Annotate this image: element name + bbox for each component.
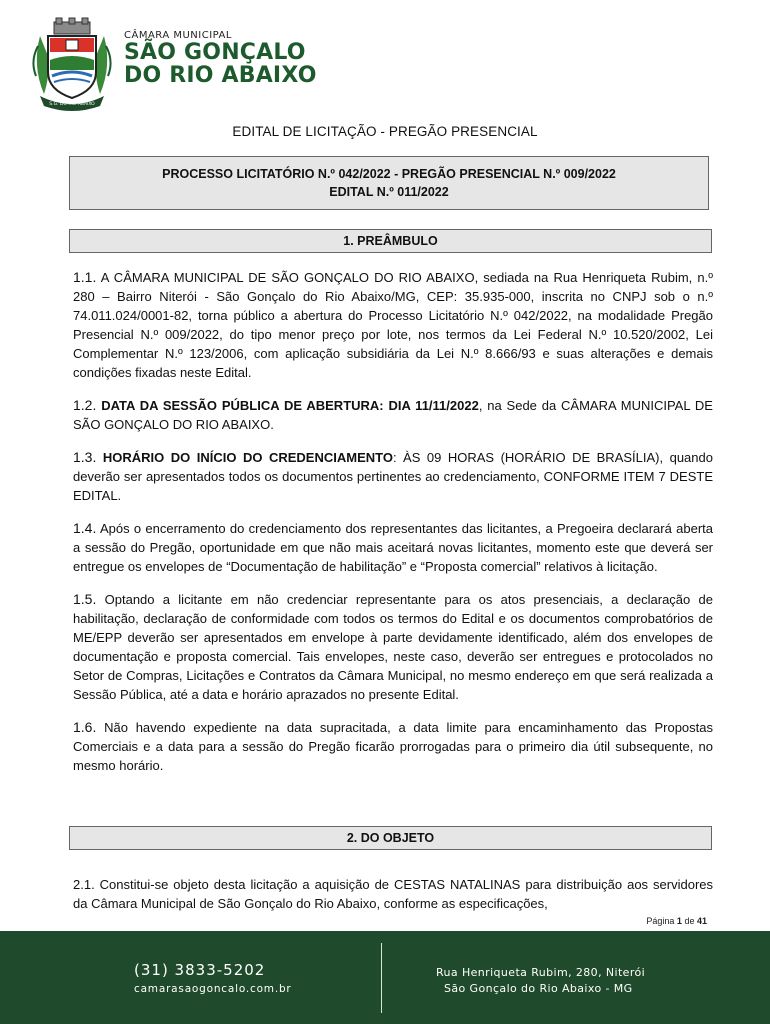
paragraph-text: , na Sede da CÂMARA MUNICIPAL DE SÃO GONÇALO DO RIO ABAIXO. <box>73 398 713 432</box>
paragraph-number: 1.3. <box>73 449 97 465</box>
paragraph-text: A CÂMARA MUNICIPAL DE SÃO GONÇALO DO RIO ABAIXO, sediada na Rua Henriqueta Rubim, n.º 280 – Bairro Niterói - São Gonçalo do Rio Abaixo/MG, CEP: 35.935-000, inscrita no CNPJ sob o n.º 74.011.024/0001-82, torna público a abertura do Processo Licitatório N.º 042/2022, na modalidade Pregão Presencial N.º 009/2022, do tipo menor preço por lote, nos termos da Lei Federal N.º 10.520/2002, Lei Complementar N.º 123/2006, com aplicação subsidiária da Lei N.º 8.666/93 e suas alterações e demais condições fixadas neste Edital. <box>73 270 713 380</box>
process-line-2: EDITAL N.º 011/2022 <box>329 185 449 199</box>
paragraph-2-1: 2.1. Constitui-se objeto desta licitação a aquisição de CESTAS NATALINAS para distribuição aos servidores da Câmara Municipal de São Gonçalo do Rio Abaixo, conforme as especificações, <box>73 877 713 911</box>
paragraph-bold: DATA DA SESSÃO PÚBLICA DE ABERTURA: DIA 11/11/2022 <box>101 398 479 413</box>
paragraph-text: Após o encerramento do credenciamento dos representantes das licitantes, a Pregoeira declarará aberta a sessão do Pregão, oportunidade em que não mais aceitará novas licitantes, momento este que deverá ser entregue os envelopes de “Documentação de habilitação” e “Proposta comercial” relativos à licitação. <box>73 521 713 574</box>
footer-address-line-2: São Gonçalo do Rio Abaixo - MG <box>444 982 633 995</box>
paragraph-1-5 <box>73 590 713 704</box>
footer-contact <box>134 961 292 995</box>
section-header-objeto: 2. DO OBJETO <box>69 826 712 850</box>
section-header-preambulo: 1. PREÂMBULO <box>69 229 712 253</box>
paragraph-number: 1.1. <box>73 269 97 285</box>
crest-ribbon-text: S.G. DO RIO ABAIXO <box>49 102 95 107</box>
paragraph-text: Optando a licitante em não credenciar representante para os atos presenciais, a declaração de habilitação, declaração de conformidade com todos os termos do Edital e os documentos comprobatórios de ME/EPP deverão ser apresentados em envelope à parte devidamente identificado, além dos envelopes de documentação e proposta comercial. Tais envelopes, neste caso, deverão ser entregues e protocolados no Setor de Compras, Licitações e Contratos da Câmara Municipal, no mesmo endereço em que será realizada a Sessão Pública, até a data e horário aprazados no presente Edital. <box>73 592 713 702</box>
process-line-1: PROCESSO LICITATÓRIO N.º 042/2022 - PREGÃO PRESENCIAL N.º 009/2022 <box>162 167 616 181</box>
footer-phone: (31) 3833-5202 <box>134 961 266 979</box>
paragraph-1-6 <box>73 718 713 775</box>
page-number <box>646 916 707 926</box>
paragraph-number: 1.2. <box>73 397 97 413</box>
footer-address <box>436 965 645 997</box>
page-of: de <box>684 916 695 926</box>
brand-block <box>124 30 317 87</box>
footer-divider <box>381 943 382 1013</box>
paragraph-text: : ÀS 09 HORAS (HORÁRIO DE BRASÍLIA), quando deverão ser apresentados todos os documentos pertinentes ao credenciamento, CONFORME ITEM 7 DESTE EDITAL. <box>73 450 713 503</box>
paragraph-1-3 <box>73 448 713 505</box>
brand-small: CÂMARA MUNICIPAL <box>124 30 232 41</box>
preambulo-body <box>73 268 713 789</box>
document-title: EDITAL DE LICITAÇÃO - PREGÃO PRESENCIAL <box>232 124 538 139</box>
municipal-crest-icon <box>30 16 114 112</box>
page-total: 41 <box>696 916 707 926</box>
brand-line-2: DO RIO ABAIXO <box>124 63 317 88</box>
paragraph-number: 1.5. <box>73 591 97 607</box>
page-current: 1 <box>676 916 682 926</box>
brand-line-1: SÃO GONÇALO <box>124 40 306 65</box>
paragraph-1-4 <box>73 519 713 576</box>
footer-website: camarasaogoncalo.com.br <box>134 983 292 995</box>
paragraph-number: 1.4. <box>73 520 97 536</box>
footer-address-line-1: Rua Henriqueta Rubim, 280, Niterói <box>436 966 646 979</box>
paragraph-text: Não havendo expediente na data supracitada, a data limite para encaminhamento das Propostas Comerciais e a data para a sessão do Pregão ficarão prorrogadas para o primeiro dia útil subsequente, no mesmo horário. <box>73 720 713 773</box>
objeto-body <box>73 875 713 927</box>
paragraph-1-2 <box>73 396 713 434</box>
paragraph-1-1 <box>73 268 713 382</box>
paragraph-bold: HORÁRIO DO INÍCIO DO CREDENCIAMENTO <box>102 450 393 465</box>
page-label: Página <box>646 916 675 926</box>
process-box <box>69 156 709 210</box>
paragraph-number: 1.6. <box>73 719 97 735</box>
letterhead <box>30 16 330 112</box>
footer-bar <box>0 931 770 1024</box>
